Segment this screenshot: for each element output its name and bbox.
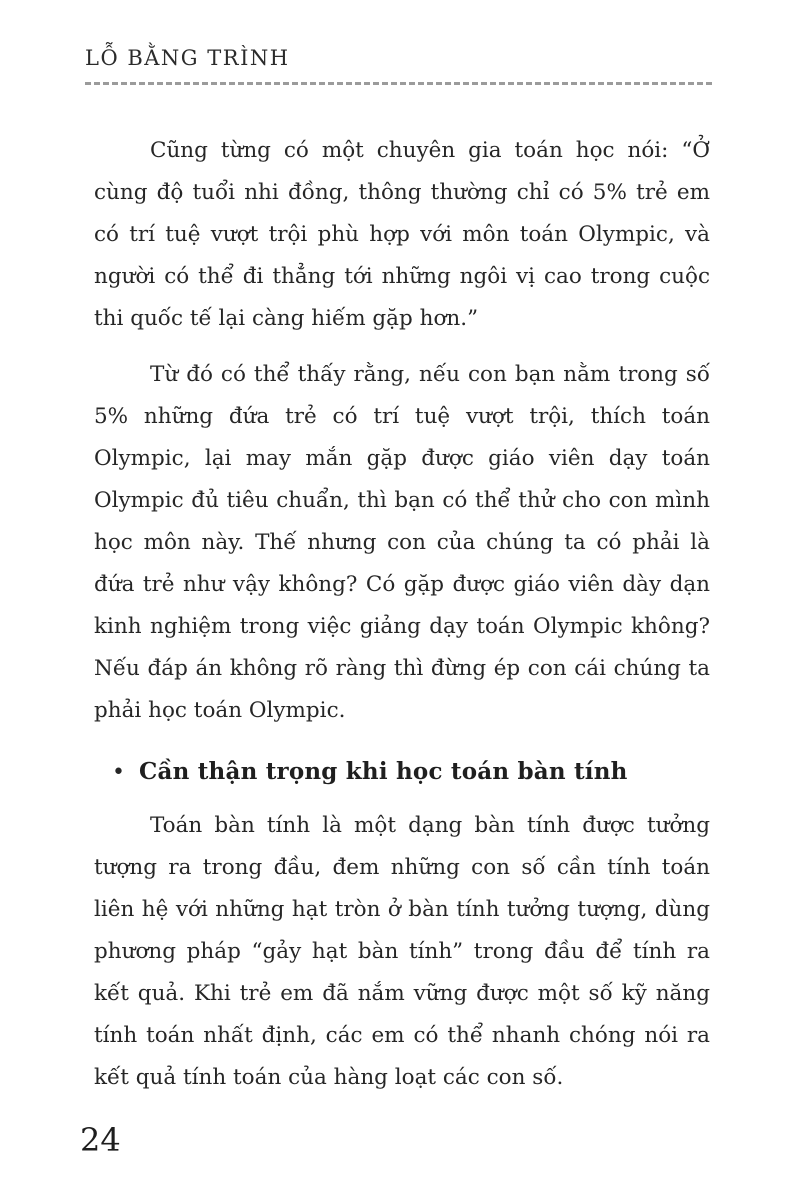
section-heading [112, 758, 710, 785]
paragraph-2: Từ đó có thể thấy rằng, nếu con bạn nằm trong số 5% những đứa trẻ có trí tuệ vượt trội, thích toán Olympic, lại may mắn gặp được giáo viên dạy toán Olympic đủ tiêu chuẩn, thì bạn có thể thử cho con mình học môn này. Thế nhưng con của chúng ta có phải là đứa trẻ như vậy không? Có gặp được giáo viên dày dạn kinh nghiệm trong việc giảng dạy toán Olympic không? Nếu đáp án không rõ ràng thì đừng ép con cái chúng ta phải học toán Olympic. [94, 362, 710, 723]
paragraph-3: Toán bàn tính là một dạng bàn tính được tưởng tượng ra trong đầu, đem những con số cần tính toán liên hệ với những hạt tròn ở bàn tính tưởng tượng, dùng phương pháp “gảy hạt bàn tính” trong đầu để tính ra kết quả. Khi trẻ em đã nắm vững được một số kỹ năng tính toán nhất định, các em có thể nhanh chóng nói ra kết quả tính toán của hàng loạt các con số. [94, 813, 710, 1090]
header-dashed-rule [85, 82, 712, 85]
paragraph-1: Cũng từng có một chuyên gia toán học nói: “Ở cùng độ tuổi nhi đồng, thông thường chỉ có 5% trẻ em có trí tuệ vượt trội phù hợp với môn toán Olympic, và người có thể đi thẳng tới những ngôi vị cao trong cuộc thi quốc tế lại càng hiếm gặp hơn.” [94, 138, 710, 331]
section-heading-text: Cần thận trọng khi học toán bàn tính [138, 758, 628, 785]
page-content [94, 130, 710, 1113]
bullet-icon: • [112, 760, 125, 785]
page-number: 24 [80, 1121, 121, 1159]
running-header [85, 46, 712, 85]
author-name: LỖ BẰNG TRÌNH [85, 46, 290, 70]
